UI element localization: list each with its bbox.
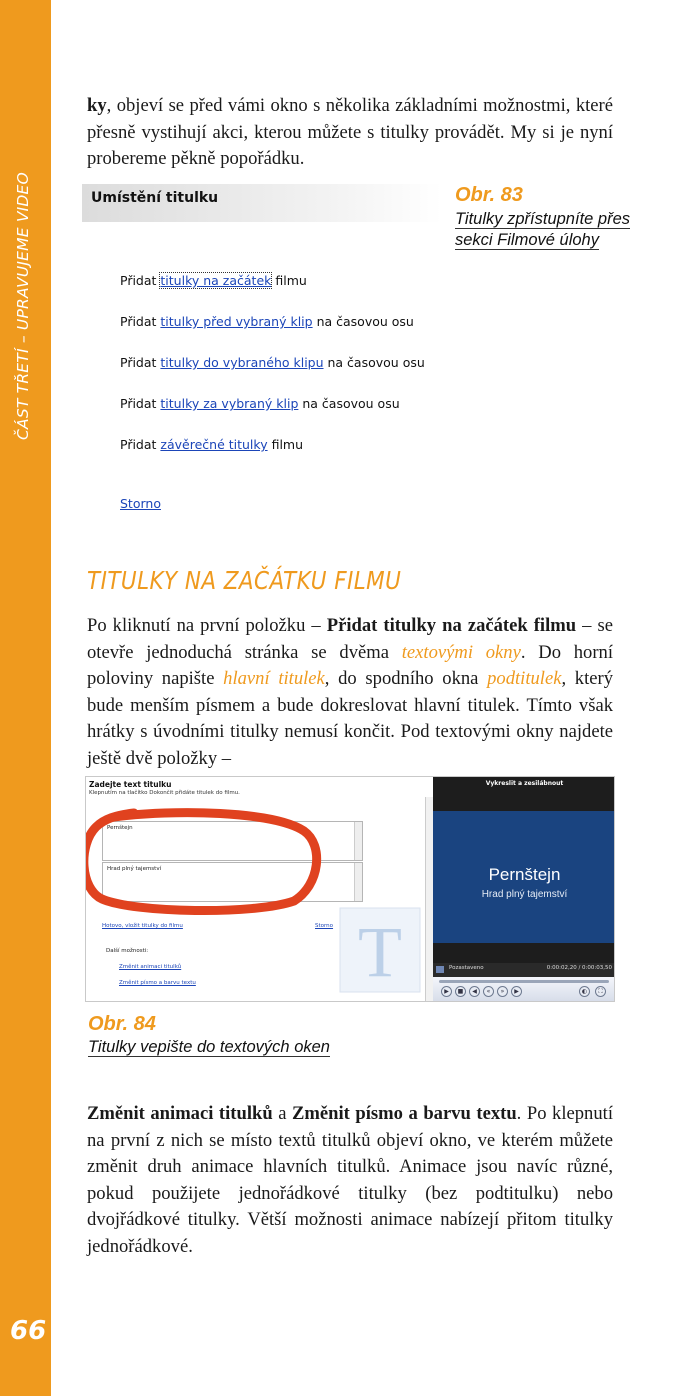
preview-subtitle: Hrad plný tajemství (481, 889, 568, 900)
bold-term: Přidat titulky na začátek filmu (326, 615, 577, 636)
bold-term: Změnit animaci titulků (87, 1103, 273, 1124)
cancel-link[interactable]: Storno (315, 923, 334, 929)
split-icon[interactable]: ◐ (579, 986, 590, 997)
option-link[interactable]: titulky na začátek (160, 273, 272, 288)
section-heading: TITULKY NA ZAČÁTKU FILMU (87, 566, 402, 595)
time-display: 0:00:02,20 / 0:00:03,50 (546, 965, 612, 971)
red-highlight-ellipse (85, 805, 334, 917)
option-prefix: Přidat (120, 273, 161, 288)
highlight-term: podtitulek (487, 668, 562, 689)
seek-bar[interactable] (439, 980, 609, 983)
cancel-link[interactable]: Storno (120, 496, 161, 511)
option-suffix: filmu (271, 273, 307, 288)
title-t-icon (334, 902, 426, 998)
option-credits[interactable] (120, 437, 303, 452)
highlight-term: hlavní titulek (223, 668, 325, 689)
player-status-bar (433, 963, 615, 977)
chapter-sidebar (0, 0, 51, 1396)
option-title-start[interactable] (120, 273, 307, 288)
option-title-on-clip[interactable] (120, 355, 425, 370)
field-scrollbar[interactable] (354, 822, 362, 860)
editor-scrollbar[interactable] (425, 797, 433, 1002)
fullscreen-icon[interactable]: ⛶ (595, 986, 606, 997)
text: – se otevře jednoduchá stránka se dvěma (87, 615, 613, 663)
next-icon[interactable]: ▶ (511, 986, 522, 997)
status-text: Pozastaveno (449, 965, 484, 971)
option-link[interactable]: titulky do vybraného klipu (160, 355, 324, 370)
text: . Do horní poloviny napište (87, 641, 614, 689)
text: . Po klepnutí na první z nich se místo textů titulků objeví okno, ve kterém můžete změnit druh animace hlavních titulků. Animace jsou navíc různé, pokud použijete jednořádkové titulky (bez podtitulku) nebo dvojřádkové titulky. Větší možnosti animace nabízejí přitom titulky jednořádkové. (87, 1103, 613, 1257)
figure-84-caption (88, 1013, 388, 1058)
intro-paragraph (87, 93, 613, 173)
option-link[interactable]: titulky před vybraný klip (160, 314, 313, 329)
option-link[interactable]: závěrečné titulky (160, 437, 268, 452)
preview-title: Vykreslit a zesilábnout (485, 780, 564, 787)
caption-number: Obr. 83 (455, 184, 523, 206)
more-options-label: Další možnosti: (106, 948, 149, 954)
figure-84-screenshot (85, 776, 615, 1002)
text: Po kliknutí na první položku – (87, 615, 327, 636)
option-suffix: na časovou osu (312, 314, 414, 329)
main-title-value: Pernštejn (107, 825, 133, 831)
text: , který bude menším písmem a bude dokreslovat hlavní titulek. Tímto však hrátky s úvodními titulky nemusí končit. Pod textovými okny najdete ještě dvě položky – (87, 668, 614, 769)
intro-text: , objeví se před vámi okno s několika základními možnostmi, které přesně vystihují akci, kterou můžete s titulky provádět. My si je nyní probereme pěkně popořádku. (87, 95, 613, 169)
change-animation-link[interactable]: Změnit animaci titulků (119, 964, 182, 970)
video-preview (433, 811, 615, 943)
text: a (272, 1103, 293, 1124)
svg-text:T: T (358, 912, 402, 992)
closing-paragraph (87, 1101, 613, 1260)
option-suffix: filmu (267, 437, 304, 452)
done-link[interactable]: Hotovo, vložit titulky do filmu (102, 923, 183, 929)
option-suffix: na časovou osu (298, 396, 400, 411)
option-title-before-clip[interactable] (120, 314, 414, 329)
option-suffix: na časovou osu (323, 355, 425, 370)
text: , do spodního okna (324, 668, 488, 689)
option-prefix: Přidat (120, 437, 161, 452)
previous-icon[interactable]: ◀ (469, 986, 480, 997)
player-controls (433, 977, 615, 1002)
subtitle-value: Hrad plný tajemství (107, 866, 162, 872)
title-editor-panel (86, 777, 432, 1002)
option-prefix: Přidat (120, 314, 161, 329)
option-title-after-clip[interactable] (120, 396, 400, 411)
title-placement-header: Umístění titulku (82, 184, 442, 222)
page-number: 66 (10, 1316, 47, 1346)
editor-subtitle: Klepnutím na tlačítko Dokončit přidáte titulek do filmu. (89, 790, 240, 796)
figure-83-screenshot (82, 184, 442, 524)
highlight-term: textovými okny (401, 641, 521, 663)
media-icon (436, 966, 444, 973)
option-prefix: Přidat (120, 396, 161, 411)
bold-term: Změnit písmo a barvu textu (292, 1103, 517, 1124)
editor-title: Zadejte text titulku (89, 780, 172, 789)
stop-icon[interactable]: ■ (455, 986, 466, 997)
option-link[interactable]: titulky za vybraný klip (160, 396, 299, 411)
caption-text: Titulky zpřístupníte přes sekci Filmové úlohy (455, 210, 631, 249)
figure-83-caption (455, 184, 630, 251)
section-paragraph (87, 613, 613, 772)
field-scrollbar[interactable] (354, 863, 362, 901)
play-icon[interactable]: ▶ (441, 986, 452, 997)
caption-text: Titulky vepište do textových oken (88, 1038, 330, 1056)
forward-icon[interactable]: » (497, 986, 508, 997)
chapter-title: ČÁST TŘETÍ – UPRAVUJEME VIDEO (14, 172, 32, 440)
change-font-link[interactable]: Změnit písmo a barvu textu (119, 980, 196, 986)
preview-panel (433, 777, 615, 1002)
caption-number: Obr. 84 (88, 1013, 156, 1035)
intro-bold: ky (87, 95, 107, 116)
preview-main-title: Pernštejn (488, 865, 561, 884)
option-prefix: Přidat (120, 355, 161, 370)
rewind-icon[interactable]: « (483, 986, 494, 997)
